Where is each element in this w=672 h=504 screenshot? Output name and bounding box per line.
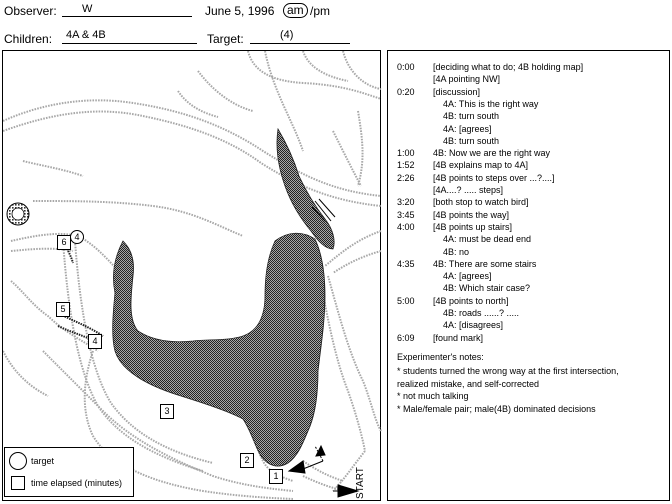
time-marker-5: 5 bbox=[56, 302, 70, 317]
observer-value: W bbox=[82, 3, 93, 15]
children-label: Children: bbox=[4, 32, 53, 46]
log-text: 4A: This is the right way bbox=[443, 98, 539, 109]
target-marker bbox=[7, 203, 29, 225]
map-panel bbox=[2, 50, 381, 501]
log-time: 4:00 bbox=[397, 221, 415, 232]
log-text: 4B: turn south bbox=[443, 135, 500, 146]
target-label: Target: bbox=[207, 32, 244, 46]
log-text: 4B: roads ......? ..... bbox=[443, 308, 520, 318]
log-text: 4A: [disagrees] bbox=[443, 320, 504, 331]
log-text: [found mark] bbox=[433, 332, 484, 343]
children-underline bbox=[62, 43, 197, 44]
log-time: 1:52 bbox=[397, 160, 415, 171]
target-underline bbox=[250, 43, 350, 44]
notes-item: * Male/female pair; male(4B) dominated decisions bbox=[397, 403, 596, 414]
time-marker-4: 4 bbox=[88, 334, 102, 349]
log-text: 4B: no bbox=[443, 246, 470, 257]
log-text: [4B points to steps over ...?....] bbox=[433, 172, 555, 183]
pm-option: /pm bbox=[310, 4, 331, 18]
log-text: [4A pointing NW] bbox=[433, 74, 501, 85]
am-label: am bbox=[287, 3, 304, 17]
log-text: [deciding what to do; 4B holding map] bbox=[433, 62, 584, 72]
notes-title: Experimenter's notes: bbox=[397, 352, 484, 362]
campus-map bbox=[3, 51, 382, 502]
target-number-marker: 4 bbox=[70, 230, 84, 244]
am-option bbox=[283, 3, 308, 18]
log-time: 6:09 bbox=[397, 332, 415, 343]
log-text: 4A: [agrees] bbox=[443, 123, 492, 134]
log-text: 4A: must be dead end bbox=[443, 234, 532, 245]
legend-time-label: time elapsed (minutes) bbox=[31, 478, 123, 488]
log-text: [4B explains map to 4A] bbox=[433, 160, 529, 171]
target-value: (4) bbox=[280, 29, 294, 41]
log-time: 1:00 bbox=[397, 148, 415, 159]
log-text: 4B: Which stair case? bbox=[443, 283, 531, 294]
log-text: [4B points to north] bbox=[433, 295, 509, 306]
building-north bbox=[277, 129, 334, 249]
log-text: 4A: [agrees] bbox=[443, 271, 492, 282]
log-text: [4B points up stairs] bbox=[433, 221, 513, 232]
start-arrows bbox=[289, 446, 358, 497]
experimenter-notes bbox=[397, 351, 672, 415]
observation-date: June 5, 1996 bbox=[205, 4, 275, 18]
legend-target-label: target bbox=[31, 456, 55, 466]
time-marker-6: 6 bbox=[57, 235, 71, 250]
notes-item: * not much talking bbox=[397, 391, 469, 402]
log-text: [both stop to watch bird] bbox=[433, 197, 529, 208]
time-marker-1: 1 bbox=[269, 469, 283, 484]
log-text: [discussion] bbox=[433, 86, 481, 97]
log-time: 0:00 bbox=[397, 62, 415, 72]
log-text: 4B: There are some stairs bbox=[433, 258, 537, 269]
log-time: 3:45 bbox=[397, 209, 415, 220]
legend-time-icon bbox=[11, 476, 25, 490]
log-time: 2:26 bbox=[397, 172, 415, 183]
log-time: 4:35 bbox=[397, 258, 415, 269]
log-text: [4A....? ..... steps] bbox=[433, 185, 504, 195]
children-value: 4A & 4B bbox=[66, 29, 106, 41]
observer-label: Observer: bbox=[4, 4, 57, 18]
legend-target-icon bbox=[9, 452, 27, 470]
observation-log-panel bbox=[387, 50, 670, 501]
log-time: 0:20 bbox=[397, 86, 415, 97]
log-time: 5:00 bbox=[397, 295, 415, 306]
time-marker-2: 2 bbox=[240, 453, 254, 468]
log-text: [4B points the way] bbox=[433, 209, 510, 220]
building-main bbox=[113, 233, 325, 466]
notes-item: realized mistake, and self-corrected bbox=[397, 378, 540, 389]
log-time: 3:20 bbox=[397, 197, 415, 208]
log-text: 4B: turn south bbox=[443, 111, 500, 122]
map-legend bbox=[4, 447, 134, 497]
log-text: 4B: Now we are the right way bbox=[433, 148, 551, 159]
start-label: START bbox=[355, 467, 366, 499]
time-marker-3: 3 bbox=[160, 404, 174, 419]
notes-item: * students turned the wrong way at the first intersection, bbox=[397, 366, 619, 377]
observer-underline bbox=[62, 16, 192, 17]
